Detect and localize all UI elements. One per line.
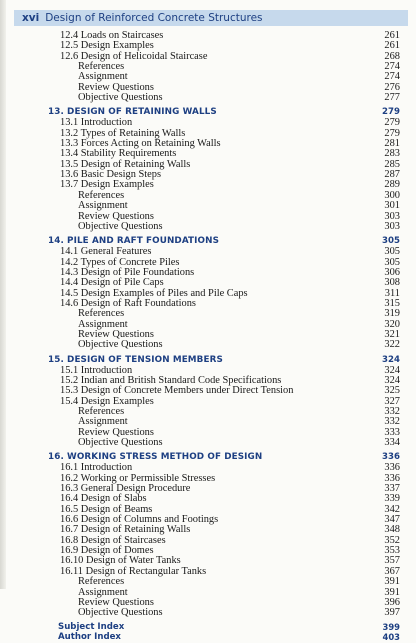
subsection-entry-label: Assignment <box>78 318 128 330</box>
section-entry <box>0 30 416 40</box>
section-entry-label: 16.3 General Design Procedure <box>60 483 191 495</box>
section-entry-page-number: 327 <box>384 395 400 407</box>
section-entry-label: 16.2 Working or Permissible Stresses <box>60 472 216 484</box>
section-entry-page-number: 306 <box>384 266 400 278</box>
subsection-entry-label: Review Questions <box>78 81 154 93</box>
section-entry <box>0 524 416 534</box>
section-entry-page-number: 308 <box>384 277 400 289</box>
section-entry-page-number: 325 <box>384 385 400 397</box>
section-entry-page-number: 348 <box>384 524 400 536</box>
subsection-entry <box>0 200 416 210</box>
section-entry-page-number: 357 <box>384 555 400 567</box>
section-entry <box>0 514 416 524</box>
section-entry-page-number: 268 <box>384 50 400 62</box>
section-entry-label: 13.7 Design Examples <box>60 179 154 191</box>
subsection-entry <box>0 190 416 200</box>
header-page-number: xvi <box>22 12 40 24</box>
section-entry-page-number: 347 <box>384 514 400 526</box>
section-entry-page-number: 367 <box>384 565 400 577</box>
subsection-entry-page-number: 334 <box>384 437 400 449</box>
section-entry <box>0 40 416 50</box>
section-entry <box>0 179 416 189</box>
subsection-entry-label: Review Questions <box>78 210 154 222</box>
subsection-entry-label: Review Questions <box>78 328 154 340</box>
section-entry-label: 14.2 Types of Concrete Piles <box>60 256 180 268</box>
section-entry-page-number: 289 <box>384 179 400 191</box>
section-entry-label: 13.6 Basic Design Steps <box>60 169 162 181</box>
section-entry <box>0 365 416 375</box>
section-entry <box>0 138 416 148</box>
chapter-heading-label: 15. DESIGN OF TENSION MEMBERS <box>48 354 223 365</box>
subsection-entry <box>0 427 416 437</box>
index-entry-page-number: 403 <box>382 631 400 642</box>
section-entry-page-number: 279 <box>384 127 400 139</box>
section-entry <box>0 462 416 472</box>
subsection-entry <box>0 437 416 447</box>
subsection-entry-page-number: 274 <box>384 61 400 73</box>
subsection-entry <box>0 221 416 231</box>
subsection-entry-page-number: 276 <box>384 81 400 93</box>
subsection-entry-page-number: 391 <box>384 576 400 588</box>
chapter-heading-page-number: 279 <box>382 107 400 118</box>
subsection-entry <box>0 597 416 607</box>
subsection-entry-page-number: 274 <box>384 71 400 83</box>
section-entry <box>0 246 416 256</box>
section-entry <box>0 396 416 406</box>
subsection-entry-page-number: 301 <box>384 200 400 212</box>
section-entry <box>0 566 416 576</box>
subsection-entry-page-number: 321 <box>384 328 400 340</box>
section-entry <box>0 535 416 545</box>
section-entry-label: 14.4 Design of Pile Caps <box>60 277 164 289</box>
section-entry <box>0 288 416 298</box>
section-entry <box>0 117 416 127</box>
section-entry <box>0 128 416 138</box>
section-entry-page-number: 337 <box>384 483 400 495</box>
subsection-entry <box>0 406 416 416</box>
chapter-heading <box>0 451 416 462</box>
chapter-heading-label: 16. WORKING STRESS METHOD OF DESIGN <box>48 452 263 463</box>
section-entry <box>0 375 416 385</box>
section-entry-label: 14.5 Design Examples of Piles and Pile Caps <box>60 287 248 299</box>
section-entry-page-number: 342 <box>384 503 400 515</box>
subsection-entry-page-number: 332 <box>384 406 400 417</box>
chapter-heading <box>0 235 416 246</box>
section-entry-page-number: 315 <box>384 297 400 309</box>
section-entry <box>0 555 416 565</box>
subsection-entry-page-number: 397 <box>384 607 400 619</box>
section-entry-label: 14.3 Design of Pile Foundations <box>60 266 195 278</box>
section-entry <box>0 277 416 287</box>
subsection-entry-page-number: 303 <box>384 220 400 232</box>
subsection-entry-page-number: 320 <box>384 318 400 330</box>
section-entry-label: 15.4 Design Examples <box>60 395 154 407</box>
subsection-entry-label: Assignment <box>78 586 128 598</box>
subsection-entry <box>0 82 416 92</box>
section-entry-label: 14.6 Design of Raft Foundations <box>60 297 196 309</box>
subsection-entry-page-number: 319 <box>384 308 400 320</box>
subsection-entry <box>0 416 416 426</box>
section-entry-label: 13.5 Design of Retaining Walls <box>60 158 191 170</box>
subsection-entry-page-number: 332 <box>384 416 400 428</box>
subsection-entry-label: References <box>78 189 125 201</box>
chapter-heading-page-number: 336 <box>382 452 400 463</box>
header-book-title: Design of Reinforced Concrete Structures <box>45 12 263 24</box>
index-entry <box>0 632 416 642</box>
section-entry-label: 16.4 Design of Slabs <box>60 493 147 505</box>
section-entry-page-number: 324 <box>384 374 400 386</box>
section-entry-label: 12.5 Design Examples <box>60 40 154 52</box>
subsection-entry-page-number: 391 <box>384 586 400 598</box>
subsection-entry-label: References <box>78 61 125 73</box>
section-entry <box>0 385 416 395</box>
chapter-heading <box>0 354 416 365</box>
chapter-heading-page-number: 324 <box>382 354 400 365</box>
section-entry-page-number: 285 <box>384 158 400 170</box>
section-entry <box>0 159 416 169</box>
index-entry-page-number: 399 <box>382 621 400 632</box>
subsection-entry-label: Assignment <box>78 416 128 428</box>
subsection-entry <box>0 587 416 597</box>
section-entry-label: 16.9 Design of Domes <box>60 545 154 557</box>
section-entry-page-number: 339 <box>384 493 400 505</box>
subsection-entry-page-number: 277 <box>384 92 400 104</box>
subsection-entry-label: References <box>78 308 125 320</box>
subsection-entry <box>0 61 416 71</box>
chapter-heading-label: 13. DESIGN OF RETAINING WALLS <box>48 107 217 118</box>
section-entry <box>0 493 416 503</box>
subsection-entry-page-number: 303 <box>384 210 400 222</box>
section-entry-page-number: 324 <box>384 364 400 376</box>
chapter-heading-page-number: 305 <box>382 236 400 247</box>
running-header <box>14 10 408 26</box>
subsection-entry <box>0 92 416 102</box>
index-entry-label: Subject Index <box>58 621 125 632</box>
section-entry-label: 16.6 Design of Columns and Footings <box>60 514 219 526</box>
section-entry-page-number: 283 <box>384 148 400 160</box>
section-entry <box>0 504 416 514</box>
section-entry <box>0 148 416 158</box>
subsection-entry-label: Review Questions <box>78 426 154 438</box>
section-entry <box>0 267 416 277</box>
section-entry-label: 16.7 Design of Retaining Walls <box>60 524 191 536</box>
section-entry-label: 15.1 Introduction <box>60 364 133 376</box>
section-entry-page-number: 311 <box>384 287 400 299</box>
subsection-entry-label: Assignment <box>78 200 128 212</box>
section-entry-page-number: 287 <box>384 169 400 181</box>
section-entry-label: 12.4 Loads on Staircases <box>60 30 164 41</box>
section-entry-label: 16.11 Design of Rectangular Tanks <box>60 565 207 577</box>
section-entry-page-number: 352 <box>384 534 400 546</box>
subsection-entry-label: Objective Questions <box>78 220 163 232</box>
index-entry <box>0 622 416 632</box>
section-entry <box>0 169 416 179</box>
subsection-entry-label: Objective Questions <box>78 339 163 351</box>
section-entry <box>0 483 416 493</box>
subsection-entry <box>0 576 416 586</box>
section-entry-label: 13.2 Types of Retaining Walls <box>60 127 186 139</box>
section-entry <box>0 545 416 555</box>
section-entry-page-number: 336 <box>384 472 400 484</box>
subsection-entry-page-number: 322 <box>384 339 400 351</box>
subsection-entry <box>0 607 416 617</box>
section-entry-page-number: 353 <box>384 545 400 557</box>
section-entry-label: 16.1 Introduction <box>60 462 133 474</box>
subsection-entry-label: Objective Questions <box>78 92 163 104</box>
section-entry-label: 15.2 Indian and British Standard Code Specifications <box>60 374 282 386</box>
section-entry-page-number: 261 <box>384 30 400 41</box>
subsection-entry-label: References <box>78 406 125 417</box>
index-entry-label: Author Index <box>58 631 121 642</box>
section-entry-page-number: 261 <box>384 40 400 52</box>
subsection-entry-page-number: 396 <box>384 596 400 608</box>
subsection-entry <box>0 329 416 339</box>
section-entry-label: 13.4 Stability Requirements <box>60 148 177 160</box>
section-entry <box>0 51 416 61</box>
section-entry-label: 14.1 General Features <box>60 246 152 258</box>
subsection-entry <box>0 319 416 329</box>
section-entry-label: 16.10 Design of Water Tanks <box>60 555 181 567</box>
section-entry-page-number: 279 <box>384 117 400 129</box>
subsection-entry <box>0 71 416 81</box>
section-entry-page-number: 336 <box>384 462 400 474</box>
subsection-entry <box>0 308 416 318</box>
section-entry <box>0 298 416 308</box>
section-entry-page-number: 305 <box>384 256 400 268</box>
subsection-entry-label: Objective Questions <box>78 437 163 449</box>
chapter-heading-label: 14. PILE AND RAFT FOUNDATIONS <box>48 236 220 247</box>
section-entry <box>0 257 416 267</box>
subsection-entry-label: Review Questions <box>78 596 154 608</box>
section-entry-label: 16.5 Design of Beams <box>60 503 153 515</box>
subsection-entry-label: Assignment <box>78 71 128 83</box>
section-entry-label: 12.6 Design of Helicoidal Staircase <box>60 50 208 62</box>
subsection-entry <box>0 211 416 221</box>
section-entry-page-number: 305 <box>384 246 400 258</box>
subsection-entry <box>0 339 416 349</box>
section-entry-label: 16.8 Design of Staircases <box>60 534 166 546</box>
section-entry <box>0 473 416 483</box>
subsection-entry-page-number: 333 <box>384 426 400 438</box>
subsection-entry-page-number: 300 <box>384 189 400 201</box>
subsection-entry-label: Objective Questions <box>78 607 163 619</box>
section-entry-label: 13.3 Forces Acting on Retaining Walls <box>60 138 221 150</box>
section-entry-label: 15.3 Design of Concrete Members under Direct Tension <box>60 385 294 397</box>
chapter-heading <box>0 106 416 117</box>
section-entry-label: 13.1 Introduction <box>60 117 133 129</box>
section-entry-page-number: 281 <box>384 138 400 150</box>
subsection-entry-label: References <box>78 576 125 588</box>
table-of-contents <box>0 30 416 642</box>
